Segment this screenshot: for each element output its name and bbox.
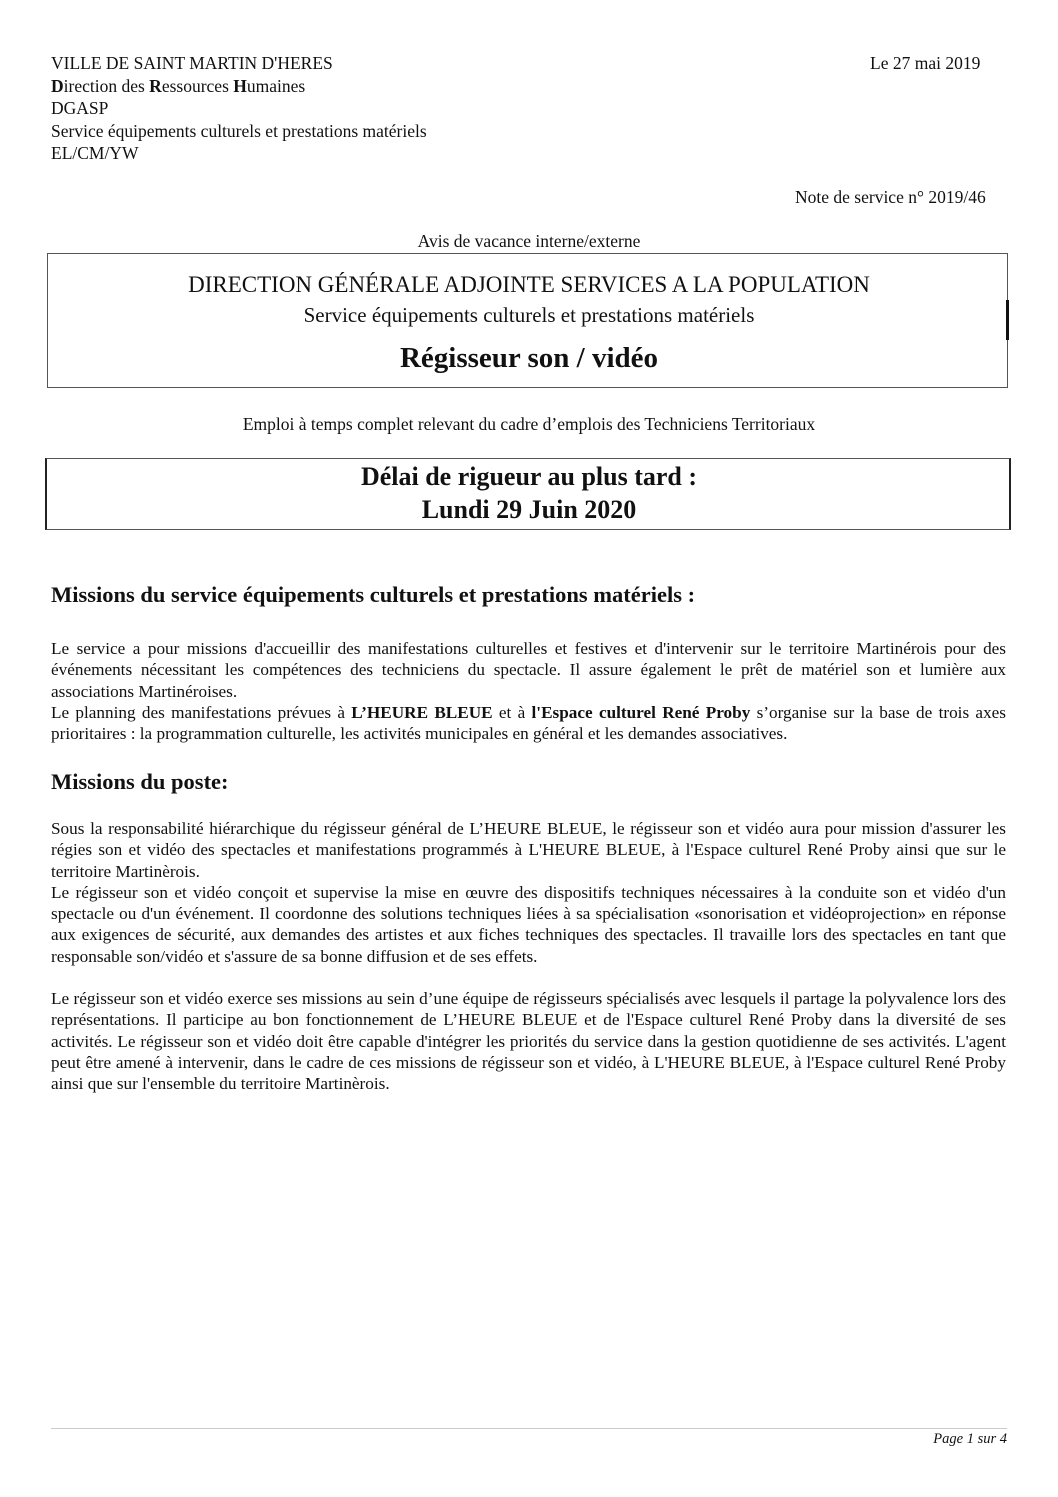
document-date: Le 27 mai 2019 <box>870 53 981 73</box>
paragraph: Le service a pour missions d'accueillir des manifestations culturelles et festives et d'intervenir sur le territoire Martinérois pour des événements nécessitant les compétences des techniciens du spectacle. Il assure également le prêt de matériel son et lumière aux associations Martinéroises. <box>51 639 1006 701</box>
note-number: Note de service n° 2019/46 <box>795 187 986 207</box>
sender-service: Service équipements culturels et prestations matériels <box>51 120 427 141</box>
direction-name: DIRECTION GÉNÉRALE ADJOINTE SERVICES A LA POPULATION <box>188 272 870 297</box>
paragraph: Le régisseur son et vidéo exerce ses missions au sein d’une équipe de régisseurs spécialisés avec lesquels il partage la polyvalence lors des représentations. Il participe au bon fonctionnement de L’HEURE BLEUE et de l'Espace culturel René Proby dans la diversité de ses activités. Le régisseur son et vidéo doit être capable d'intégrer les priorités du service dans la gestion quotidienne de ses activités. L'agent peut être amené à intervenir, dans le cadre de ces missions de régisseur son et vidéo, à L'HEURE BLEUE, à l'Espace culturel René Proby ainsi que sur l'ensemble du territoire Martinèrois. <box>51 989 1006 1094</box>
paragraph: Sous la responsabilité hiérarchique du régisseur général de L’HEURE BLEUE, le régisseur son et vidéo aura pour mission d'assurer les régies son et vidéo des spectacles et manifestations programmés à L'HEURE BLEUE, à l'Espace culturel René Proby ainsi que sur le territoire Martinèrois. <box>51 819 1006 881</box>
vacancy-notice-label: Avis de vacance interne/externe <box>417 231 641 251</box>
section-heading-service-missions: Missions du service équipements culturels et prestations matériels : <box>51 582 696 607</box>
sender-dgasp: DGASP <box>51 98 109 118</box>
employment-type: Emploi à temps complet relevant du cadre d’emplois des Techniciens Territoriaux <box>242 414 816 434</box>
sender-reference: EL/CM/YW <box>51 143 139 163</box>
footer-divider <box>51 1428 1007 1429</box>
deadline-date: Lundi 29 Juin 2020 <box>421 495 637 524</box>
paragraph: Le régisseur son et vidéo conçoit et supervise la mise en œuvre des dispositifs techniques nécessaires à la conduite son et vidéo d'un spectacle ou d'un événement. Il coordonne des solutions techniques liées à sa spécialisation «sonorisation et vidéoprojection» en réponse aux exigences de sécurité, aux demandes des artistes et aux fiches techniques des spectacles. Il travaille lors des spectacles en tant que responsable son/vidéo et s'assure de sa bonne diffusion et de ses effets. <box>51 882 1006 966</box>
sender-city: VILLE DE SAINT MARTIN D'HERES <box>51 53 333 73</box>
deadline-label: Délai de rigueur au plus tard : <box>360 462 698 491</box>
post-missions-text <box>51 818 1006 1095</box>
paragraph: Le planning des manifestations prévues à L’HEURE BLEUE et à l'Espace culturel René Proby s’organise sur la base de trois axes prioritaires : la programmation culturelle, les activités municipales en général et les demandes associatives. <box>51 702 1006 744</box>
job-title: Régisseur son / vidéo <box>399 342 659 374</box>
page-number: Page 1 sur 4 <box>933 1431 1007 1447</box>
service-name: Service équipements culturels et prestations matériels <box>303 303 755 327</box>
service-missions-text <box>51 638 1006 744</box>
sender-block <box>51 52 427 165</box>
sender-department: Direction des Ressources Humaines <box>51 75 306 96</box>
section-heading-post-missions: Missions du poste: <box>51 769 229 794</box>
